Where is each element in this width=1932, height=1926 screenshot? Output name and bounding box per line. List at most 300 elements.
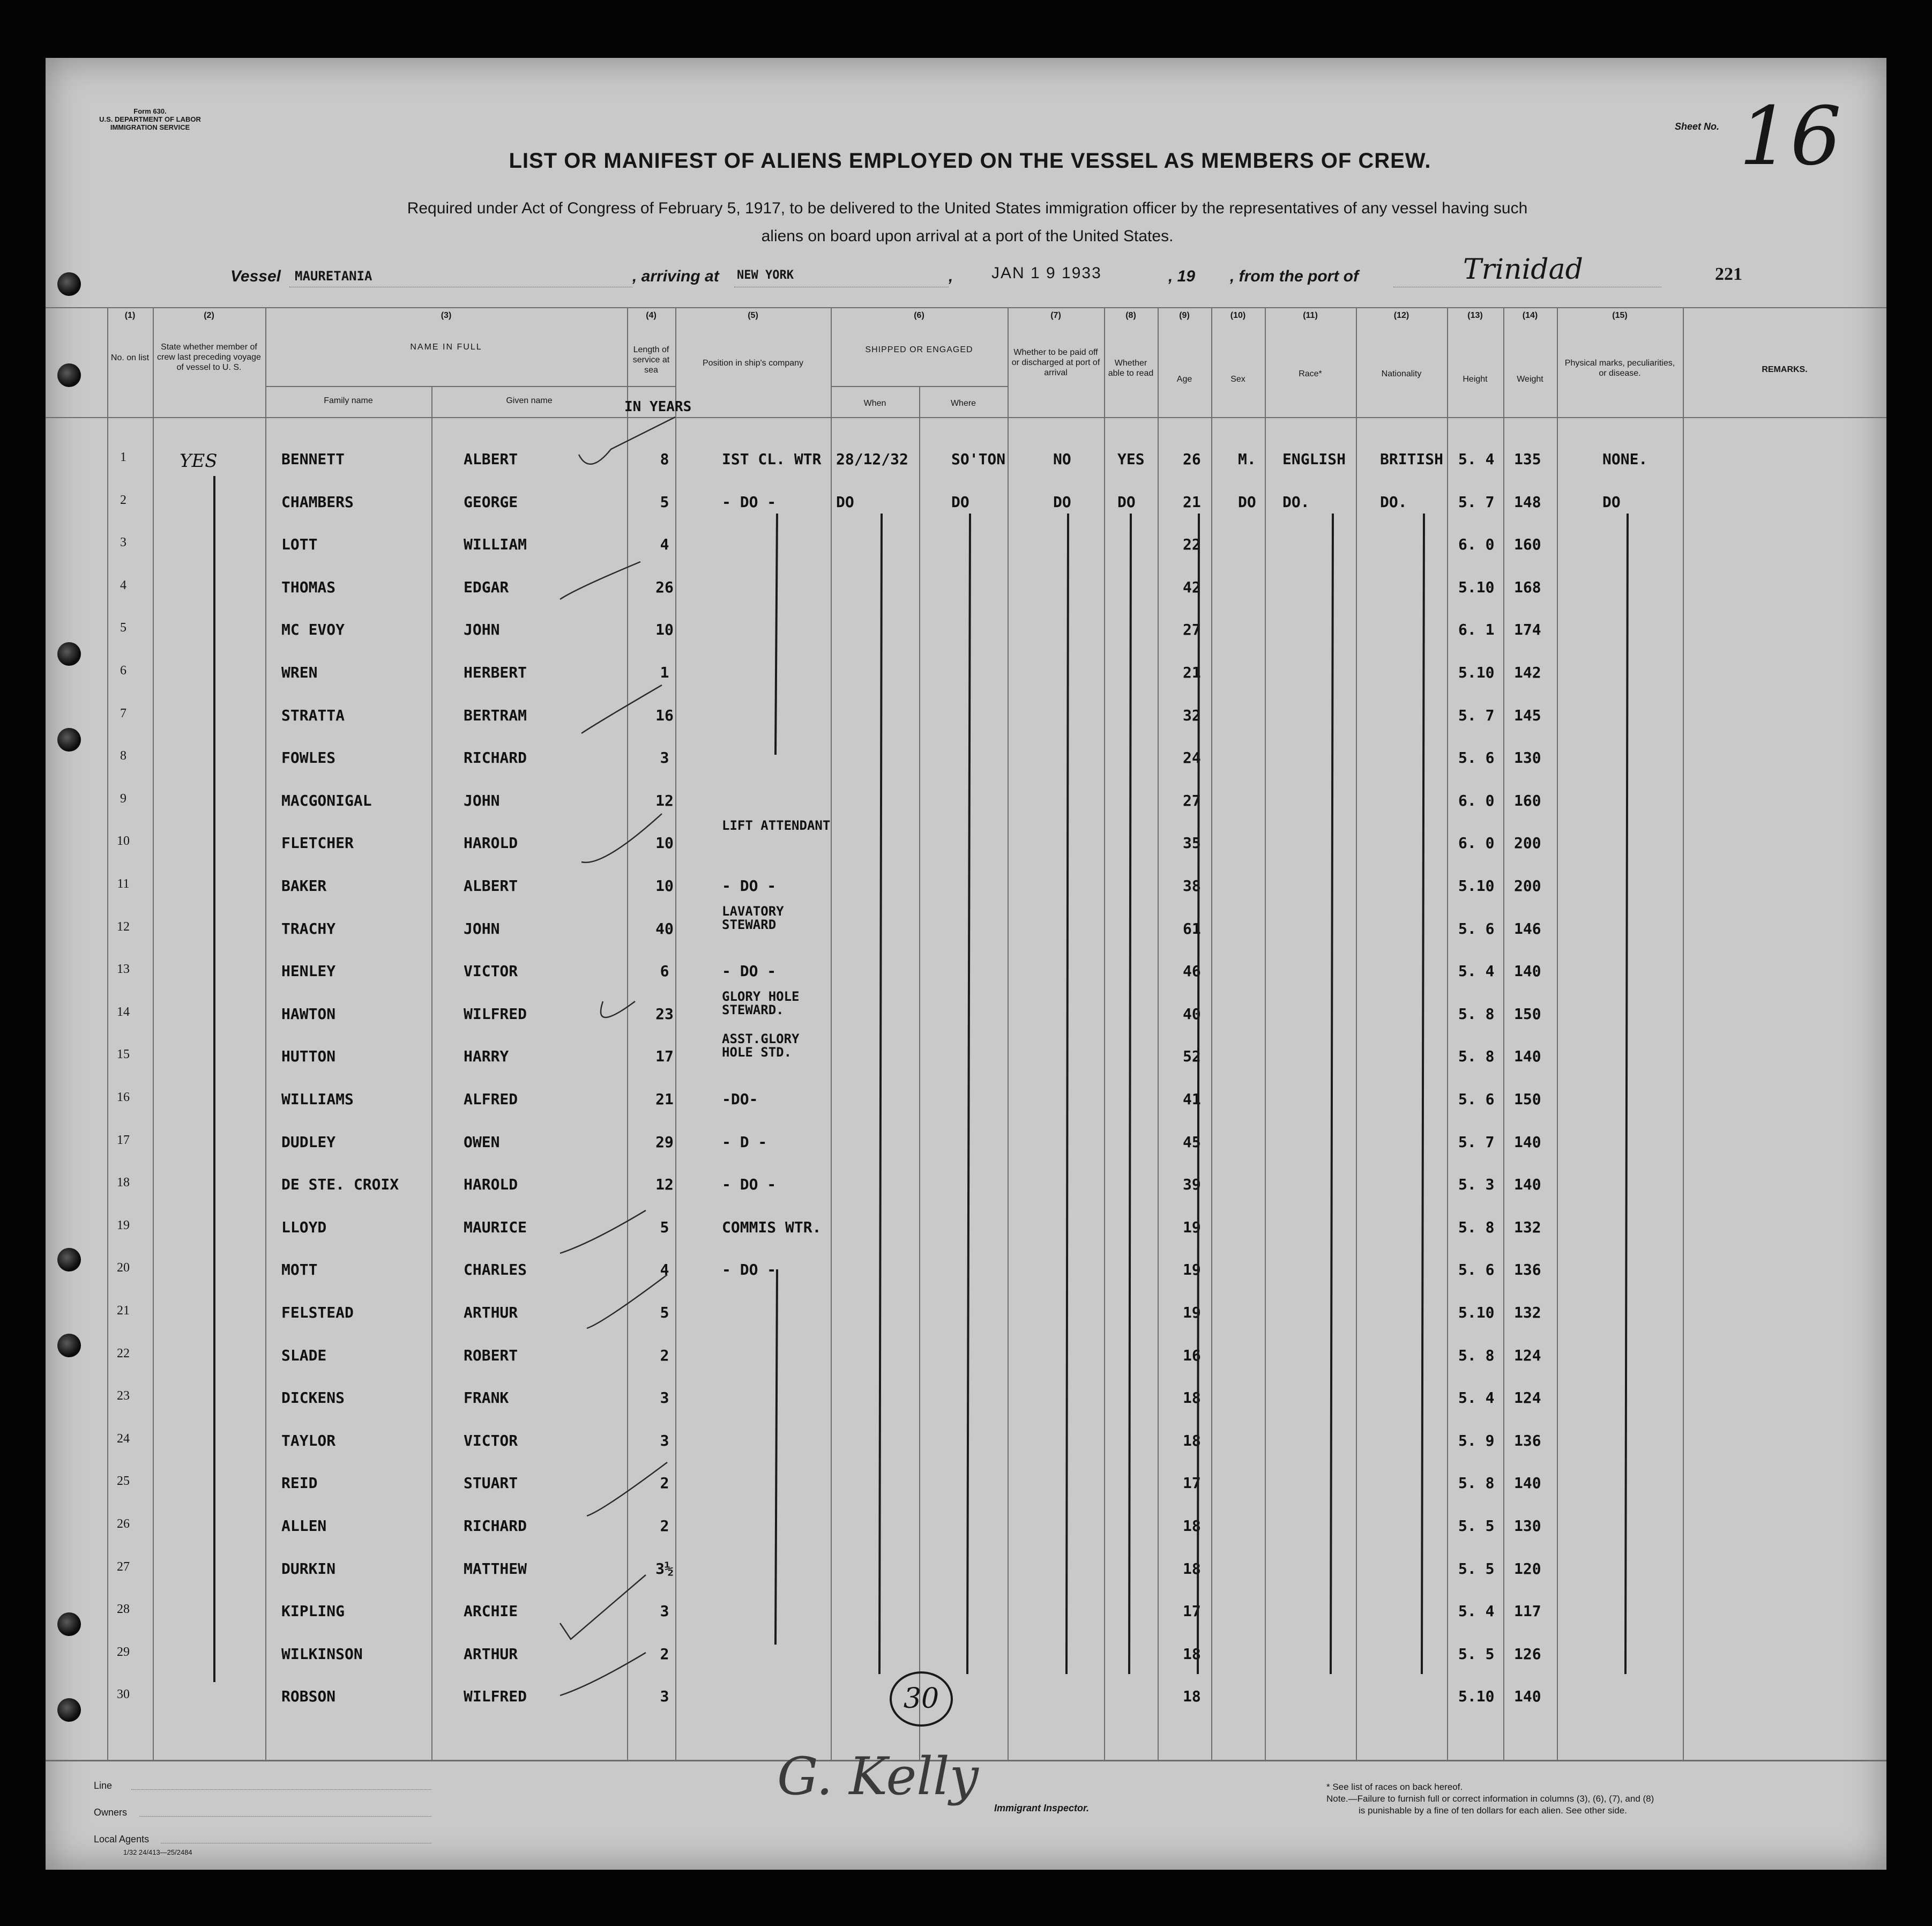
row-number: 1 [120,450,126,464]
weight: 140 [1514,1176,1541,1194]
footnote-penalty-1: Note.—Failure to furnish full or correct information in columns (3), (6), (7), and (8) [1326,1794,1654,1804]
given-name: VICTOR [464,1431,518,1449]
given-name: HERBERT [464,664,527,681]
row-number: 18 [117,1176,130,1190]
physical-marks: DO [1602,493,1621,511]
age: 32 [1183,706,1201,724]
subtitle-line-2: aliens on board upon arrival at a port of the United States. [761,227,1174,245]
family-name: TAYLOR [281,1431,336,1449]
from-port-label: , from the port of [1230,267,1359,285]
service-name: IMMIGRATION SERVICE [110,123,190,131]
arriving-label: , arriving at [632,267,719,285]
given-name: HARRY [464,1047,509,1066]
department-name: U.S. DEPARTMENT OF LABOR [99,115,201,123]
row-number: 16 [117,1090,130,1104]
height: 6. 0 [1458,791,1495,809]
circled-count-value: 30 [903,1683,939,1715]
service-years: 3 [660,1389,669,1407]
weight: 200 [1514,834,1541,852]
weight: 135 [1514,450,1541,468]
family-name: MACGONIGAL [281,791,372,809]
family-name: TRACHY [281,919,336,938]
family-name: MOTT [281,1261,318,1279]
age: 27 [1183,791,1201,809]
height: 5. 7 [1458,1133,1495,1151]
weight: 140 [1514,1047,1541,1066]
circled-count [890,1671,953,1727]
height: 5. 4 [1458,1602,1495,1620]
arrival-port: NEW YORK [737,269,794,282]
row-number: 11 [117,877,130,891]
service-years: 8 [660,450,669,468]
weight: 150 [1514,1005,1541,1023]
service-years: 2 [660,1474,669,1492]
service-years: 4 [660,1261,669,1279]
ship-position: LIFT ATTENDANT [722,818,831,834]
nationality: BRITISH [1380,450,1444,468]
binder-hole [57,363,81,387]
age: 18 [1183,1389,1201,1407]
footnote-penalty-2: is punishable by a fine of ten dollars for each alien. See other side. [1359,1805,1627,1816]
given-name: OWEN [464,1133,500,1151]
age: 18 [1183,1517,1201,1535]
ship-position: - DO - [722,1261,777,1279]
family-name: FELSTEAD [281,1304,354,1321]
service-years: 40 [655,919,674,938]
vessel-line: Vessel MAURETANIA , arriving at NEW YORK , JAN 1 9 1933 , 19 , from the port of Trinidad 221 [230,264,1774,291]
col-num-6: (6) [914,311,924,320]
ship-position: IST CL. WTR [722,450,822,468]
ship-position: - D - [722,1133,767,1151]
height: 5. 8 [1458,1218,1495,1236]
col-num-1: (1) [124,311,136,320]
row-number: 22 [117,1346,130,1360]
service-years: 3 [660,749,669,767]
height: 5. 6 [1458,1090,1495,1108]
col-head-sex: Sex [1230,375,1245,384]
race: ENGLISH [1282,450,1346,468]
col-head-height: Height [1463,375,1488,384]
age: 46 [1183,962,1201,980]
weight: 150 [1514,1090,1541,1108]
race: DO. [1282,493,1310,511]
inspector-signature: G. Kelly [777,1746,979,1806]
age: 61 [1183,919,1201,938]
row-number: 10 [117,834,130,849]
age: 27 [1183,621,1201,639]
height: 6. 0 [1458,834,1495,852]
given-name: HAROLD [464,1176,518,1194]
service-years: 1 [660,664,669,681]
row-number: 26 [117,1517,130,1531]
manifest-sheet [46,58,1886,1870]
family-name: DICKENS [281,1389,345,1407]
service-years: 3 [660,1602,669,1620]
ship-position: GLORY HOLE STEWARD. [722,988,800,1017]
weight: 200 [1514,877,1541,895]
subtitle-line-1: Required under Act of Congress of February 5, 1917, to be delivered to the United States immigration officer by the representatives of any vessel having such [407,199,1528,217]
col-head-length: Length of service at sea [632,345,670,375]
col-head-physical: Physical marks, peculiarities, or disease. [1564,359,1675,378]
given-name: HAROLD [464,834,518,852]
col-head-paid-off: Whether to be paid off or discharged at port of arrival [1011,348,1100,377]
binder-hole [57,1698,81,1722]
col-head-when: When [863,399,886,408]
height: 5. 4 [1458,450,1495,468]
shipped-when: 28/12/32 [836,450,908,468]
service-years: 29 [655,1133,674,1151]
given-name: JOHN [464,919,500,938]
height: 5.10 [1458,664,1495,681]
height: 5. 8 [1458,1346,1495,1364]
age: 19 [1183,1261,1201,1279]
sex: M. [1238,450,1256,468]
family-name: WILKINSON [281,1645,363,1663]
service-years: 5 [660,493,669,511]
given-name: ALBERT [464,877,518,895]
col-head-nationality: Nationality [1381,369,1422,378]
age: 26 [1183,450,1201,468]
col-head-name: NAME IN FULL [410,343,482,352]
binder-hole [57,1612,81,1636]
from-port: Trinidad [1463,254,1583,286]
service-years: 26 [655,578,674,596]
given-name: ROBERT [464,1346,518,1364]
row-number: 6 [120,664,126,678]
height: 5. 5 [1458,1517,1495,1535]
age: 24 [1183,749,1201,767]
row-number: 12 [117,919,130,934]
service-years: 2 [660,1645,669,1663]
height: 5. 6 [1458,1261,1495,1279]
ship-position: - DO - [722,877,777,895]
height: 5. 4 [1458,962,1495,980]
binder-hole [57,642,81,666]
ship-position: -DO- [722,1090,758,1108]
col-head-given: Given name [506,396,553,405]
col-num-13: (13) [1467,311,1483,320]
ship-position: LAVATORY STEWARD [722,903,784,932]
weight: 168 [1514,578,1541,596]
service-years: 21 [655,1090,674,1108]
given-name: ARCHIE [464,1602,518,1620]
date-stamp: JAN 1 9 1933 [991,264,1102,282]
able-to-read: YES [1117,450,1145,468]
binder-hole [57,728,81,752]
height: 5. 3 [1458,1176,1495,1194]
weight: 124 [1514,1389,1541,1407]
given-name: JOHN [464,621,500,639]
service-years: 3 [660,1431,669,1449]
col-num-14: (14) [1522,311,1538,320]
weight: 148 [1514,493,1541,511]
ship-position: COMMIS WTR. [722,1218,822,1236]
family-name: HENLEY [281,962,336,980]
age: 42 [1183,578,1201,596]
weight: 136 [1514,1431,1541,1449]
weight: 136 [1514,1261,1541,1279]
form-number: Form 630. [133,107,167,115]
age: 17 [1183,1474,1201,1492]
page-title: LIST OR MANIFEST OF ALIENS EMPLOYED ON THE VESSEL AS MEMBERS OF CREW. [509,149,1431,173]
height: 5.10 [1458,1687,1495,1706]
service-years: 12 [655,1176,674,1194]
row-number: 20 [117,1261,130,1275]
shipped-where: SO'TON [951,450,1006,468]
col-num-8: (8) [1125,311,1136,320]
nationality: DO. [1380,493,1407,511]
family-name: DUDLEY [281,1133,336,1151]
family-name: DURKIN [281,1559,336,1578]
col-head-remarks: REMARKS. [1762,365,1808,374]
row-number: 8 [120,749,126,763]
service-years: 23 [655,1005,674,1023]
weight: 140 [1514,1474,1541,1492]
weight: 130 [1514,1517,1541,1535]
col-head-read: Whether able to read [1108,359,1154,378]
age: 18 [1183,1687,1201,1706]
row-number: 28 [117,1602,130,1617]
service-years: 2 [660,1517,669,1535]
family-name: MC EVOY [281,621,345,639]
family-name: WILLIAMS [281,1090,354,1108]
ship-position: - DO - [722,962,777,980]
row-number: 2 [120,493,126,507]
service-years: 17 [655,1047,674,1066]
row-number: 5 [120,621,126,635]
height: 5. 8 [1458,1005,1495,1023]
col-num-4: (4) [646,311,657,320]
row-number: 15 [117,1047,130,1062]
col-num-2: (2) [204,311,214,320]
age: 18 [1183,1645,1201,1663]
given-name: MAURICE [464,1218,527,1236]
sheet-label: Sheet No. [1675,121,1720,132]
age: 21 [1183,664,1201,681]
col-num-3: (3) [441,311,452,320]
given-name: ARTHUR [464,1304,518,1321]
col-head-weight: Weight [1517,375,1543,384]
weight: 120 [1514,1559,1541,1578]
binder-hole [57,1248,81,1271]
physical-marks: NONE. [1602,450,1648,468]
col-head-race: Race* [1299,369,1322,378]
family-name: BAKER [281,877,327,895]
ship-position: ASST.GLORY HOLE STD. [722,1031,800,1060]
col-num-5: (5) [748,311,758,320]
service-years: 3½ [655,1559,674,1578]
age: 21 [1183,493,1201,511]
weight: 142 [1514,664,1541,681]
family-name: FOWLES [281,749,336,767]
col-num-12: (12) [1393,311,1409,320]
given-name: ALFRED [464,1090,518,1108]
service-years: 10 [655,834,674,852]
row-number: 23 [117,1389,130,1403]
row-number: 30 [117,1687,130,1702]
col-head-position: Position in ship's company [702,359,804,368]
binder-hole [57,272,81,296]
height: 5. 6 [1458,749,1495,767]
year-label: , 19 [1168,267,1196,285]
age: 22 [1183,536,1201,554]
weight: 130 [1514,749,1541,767]
age: 40 [1183,1005,1201,1023]
family-name: REID [281,1474,318,1492]
given-name: WILFRED [464,1687,527,1706]
vessel-label: Vessel [230,267,281,285]
age: 35 [1183,834,1201,852]
family-name: LOTT [281,536,318,554]
service-years: 2 [660,1346,669,1364]
age: 39 [1183,1176,1201,1194]
service-years: 4 [660,536,669,554]
col-head-no: No. on list [110,353,150,362]
pen-marks [46,58,1886,1870]
row-number: 7 [120,706,126,720]
family-name: BENNETT [281,450,345,468]
height: 5.10 [1458,1304,1495,1321]
col-num-10: (10) [1230,311,1246,320]
family-name: THOMAS [281,578,336,596]
given-name: ARTHUR [464,1645,518,1663]
row-number: 24 [117,1431,130,1446]
given-name: CHARLES [464,1261,527,1279]
ship-position: - DO - [722,493,777,511]
age: 45 [1183,1133,1201,1151]
age: 18 [1183,1559,1201,1578]
age: 19 [1183,1218,1201,1236]
family-name: HAWTON [281,1005,336,1023]
inspector-label: Immigrant Inspector. [994,1803,1090,1813]
able-to-read: DO [1117,493,1136,511]
height: 5.10 [1458,578,1495,596]
owners-label: Owners [94,1807,128,1818]
weight: 145 [1514,706,1541,724]
service-years: 16 [655,706,674,724]
footnotes [1326,1781,1862,1817]
age: 19 [1183,1304,1201,1321]
row-number: 27 [117,1559,130,1574]
weight: 146 [1514,919,1541,938]
weight: 117 [1514,1602,1541,1620]
height: 5. 5 [1458,1645,1495,1663]
row-number: 3 [120,536,126,550]
weight: 124 [1514,1346,1541,1364]
age: 18 [1183,1431,1201,1449]
height: 6. 1 [1458,621,1495,639]
page-code: 221 [1715,264,1742,284]
weight: 140 [1514,1687,1541,1706]
sex: DO [1238,493,1256,511]
age: 41 [1183,1090,1201,1108]
col-head-family: Family name [324,396,373,405]
weight: 140 [1514,1133,1541,1151]
service-years: 5 [660,1304,669,1321]
family-name: DE STE. CROIX [281,1176,399,1194]
row-number: 17 [117,1133,130,1147]
family-name: KIPLING [281,1602,345,1620]
row-number: 21 [117,1304,130,1318]
given-name: JOHN [464,791,500,809]
height: 5.10 [1458,877,1495,895]
height: 5. 8 [1458,1047,1495,1066]
weight: 126 [1514,1645,1541,1663]
family-name: STRATTA [281,706,345,724]
row-number: 25 [117,1474,130,1489]
given-name: RICHARD [464,1517,527,1535]
col-head-in-years: IN YEARS [624,399,692,415]
weight: 160 [1514,536,1541,554]
vessel-name: MAURETANIA [295,269,372,284]
height: 5. 7 [1458,706,1495,724]
given-name: FRANK [464,1389,509,1407]
weight: 174 [1514,621,1541,639]
family-name: ROBSON [281,1687,336,1706]
ship-position: - DO - [722,1176,777,1194]
col-num-7: (7) [1050,311,1061,320]
service-years: 10 [655,877,674,895]
col-num-9: (9) [1179,311,1190,320]
given-name: WILFRED [464,1005,527,1023]
paid-off: NO [1053,450,1071,468]
family-name: ALLEN [281,1517,327,1535]
height: 6. 0 [1458,536,1495,554]
col-num-15: (15) [1612,311,1628,320]
shipped-when: DO [836,493,854,511]
service-years: 10 [655,621,674,639]
given-name: GEORGE [464,493,518,511]
agents-label: Local Agents [94,1834,150,1845]
service-years: 3 [660,1687,669,1706]
print-code: 1/32 24/413—25/2484 [123,1848,192,1856]
row-number: 19 [117,1218,130,1232]
family-name: SLADE [281,1346,327,1364]
age: 38 [1183,877,1201,895]
family-name: FLETCHER [281,834,354,852]
col-head-shipped: SHIPPED OR ENGAGED [865,345,973,354]
family-name: CHAMBERS [281,493,354,511]
row-number: 14 [117,1005,130,1019]
weight: 140 [1514,962,1541,980]
crew-last-voyage: YES [180,450,218,472]
height: 5. 7 [1458,493,1495,511]
col-head-where: Where [950,399,976,408]
row-number: 9 [120,791,126,806]
age: 52 [1183,1047,1201,1066]
given-name: EDGAR [464,578,509,596]
height: 5. 9 [1458,1431,1495,1449]
family-name: HUTTON [281,1047,336,1066]
weight: 160 [1514,791,1541,809]
given-name: BERTRAM [464,706,527,724]
given-name: WILLIAM [464,536,527,554]
given-name: VICTOR [464,962,518,980]
col-head-age: Age [1176,375,1192,384]
given-name: RICHARD [464,749,527,767]
weight: 132 [1514,1304,1541,1321]
col-head-state: State whether member of crew last preceding voyage of vessel to U. S. [157,343,261,372]
given-name: STUART [464,1474,518,1492]
given-name: ALBERT [464,450,518,468]
binder-hole [57,1334,81,1357]
height: 5. 5 [1458,1559,1495,1578]
weight: 132 [1514,1218,1541,1236]
family-name: LLOYD [281,1218,327,1236]
height: 5. 6 [1458,919,1495,938]
row-number: 29 [117,1645,130,1659]
row-number: 13 [117,962,130,977]
